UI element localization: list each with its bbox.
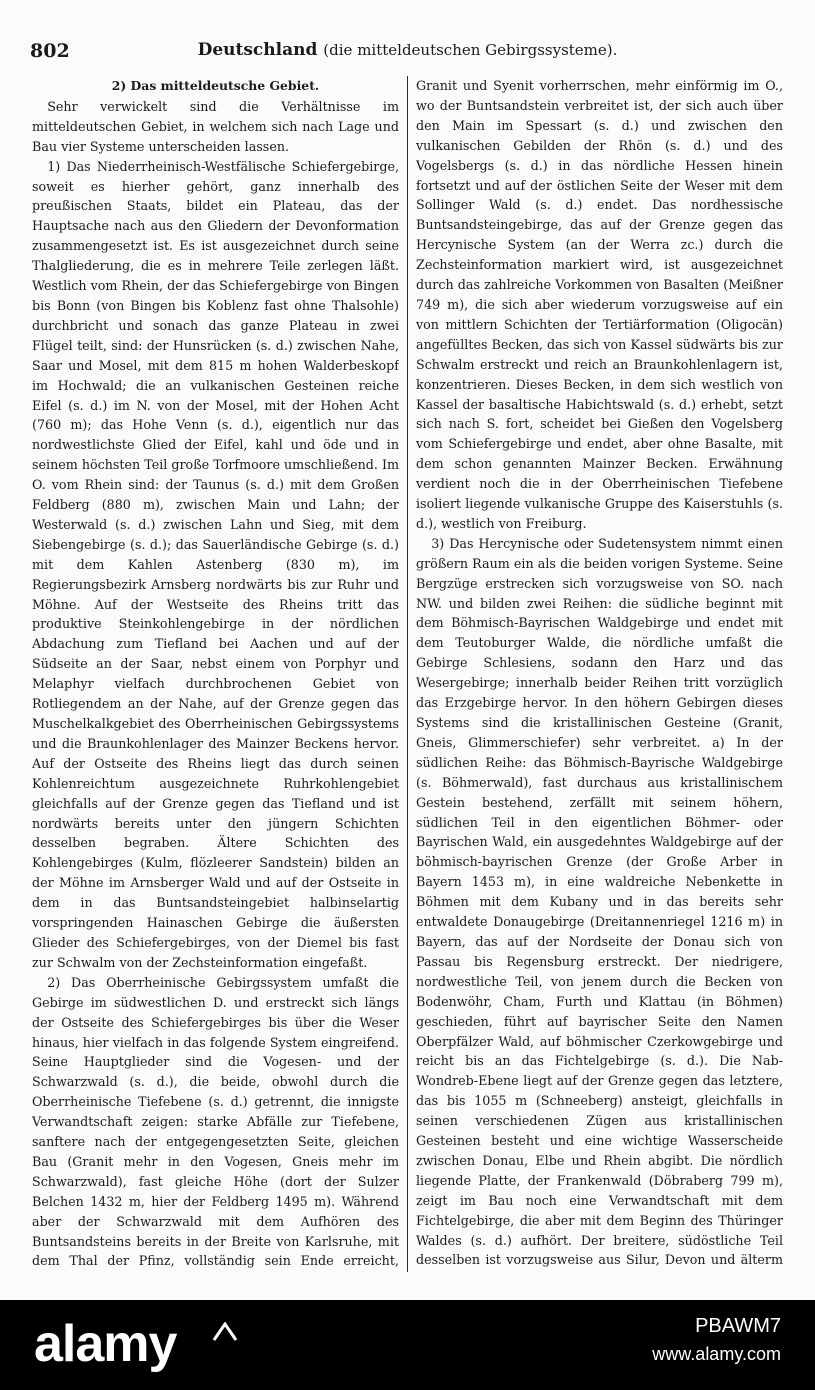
- running-head-subtitle: (die mitteldeutschen Gebirgssysteme).: [323, 41, 618, 59]
- image-id: PBAWM7: [695, 1315, 781, 1337]
- page-number: 802: [30, 40, 70, 62]
- paragraph-system-2: 2) Das Oberrheinische Gebirgssystem umfaßt die Gebirge im südwestlichen D. und erstreckt sich längs der Ostseite des Schiefergebirges bis über die Weser hinaus, hier vielfach in das folgende System eingreifend. Seine Hauptglieder sind die Vogesen- und der Schwarzwald (s. d.), die beide, obwohl durch die Oberrheinische Tiefebene (s. d.) getrennt, die innigste Verwandtschaft zeigen: starke Abfälle zur Tiefebene, sanftere nach der entgegengesetzten Seite, gleichen Bau (Granit mehr in den Vogesen, Gneis mehr im Schwarzwald), fast gleiche Höhe (dort der Sulzer Belchen 1432 m, hier der Feldberg 1495 m). Während aber der Schwarzwald mit dem Aufhören des Buntsandsteins bereits in der Breite von Karlsruhe, mit dem Thal der Pfinz, vollständig sein Ende erreicht,: [32, 974, 399, 1269]
- alamy-logo-mark-icon: [212, 1322, 238, 1342]
- column-divider: [407, 76, 408, 1272]
- right-column: [416, 76, 783, 1272]
- running-head-title: Deutschland: [197, 40, 318, 60]
- alamy-logo: alamy: [34, 1315, 177, 1373]
- running-head: [30, 40, 785, 60]
- paragraph-system-3: 3) Das Hercynische oder Sudetensystem nimmt einen größern Raum ein als die beiden vorigen Systeme. Seine Bergzüge erstrecken sich vorzugsweise von SO. nach NW. und bilden zwei Reihen: die südliche beginnt mit dem Böhmisch-Bayrischen Waldgebirge und endet mit dem Teutoburger Walde, die nördliche umfaßt die Gebirge Schlesiens, sodann den Harz und das Wesergebirge; innerhalb beider Reihen tritt vorzüglich das Erzgebirge hervor. In den höhern Gebirgen dieses Systems sind die kristallinischen Gesteine (Granit, Gneis, Glimmerschiefer) sehr verbreitet. a) In der südlichen Reihe: das Böhmisch-Bayrische Waldgebirge (s. Böhmerwald), fast durchaus aus kristallinischem Gestein bestehend, zerfällt mit seinem höhern, südlichen Teil in den eigentlichen Böhmer- oder Bayrischen Wald, ein ausgedehntes Waldgebirge auf der böhmisch-bayrischen Grenze (der Große Arber in Bayern 1453 m), in eine waldreiche Nebenkette in Böhmen mit dem Kubany und in das bereits sehr entwaldete Donaugebirge (Dreitannenriegel 1216 m) in Bayern, das auf der Nordseite der Donau sich von Passau bis Regensburg erstreckt. Der niedrigere, nordwestliche Teil, von jenem durch die Becken von Bodenwöhr, Cham, Furth und Klattau (in Böhmen) geschieden, führt auf bayrischer Seite den Namen Oberpfälzer Wald, auf böhmischer Czerkowgebirge und reicht bis an das Fichtelgebirge (s. d.). Die Nab-Wondreb-Ebene liegt auf der Grenze gegen das letztere, das bis 1055 m (Schneeberg) ansteigt, gleichfalls in seinen verschiedenen Zügen aus kristallinischen Gesteinen besteht und eine wichtige Wasserscheide zwischen Donau, Elbe und Rhein abgibt. Die nördlich liegende Platte, der Frankenwald (Döbraberg 799 m), zeigt im Bau noch eine Verwandtschaft mit dem Fichtelgebirge, die aber mit dem Beginn des Thüringer Waldes (s. d.) aufhört. Der breitere, südöstliche Teil desselben ist vorzugsweise aus Silur, Devon und älterm: [416, 535, 783, 1268]
- page-header: [30, 36, 785, 68]
- paragraph-continuation: Granit und Syenit vorherrschen, mehr einförmig im O., wo der Buntsandstein verbreitet ist, der sich auch über den Main im Spessart (s. d.) und zwischen den vulkanischen Gebilden der Rhön (s. d.) und des Vogelsbergs (s. d.) in das nördliche Hessen hinein fortsetzt und auf der östlichen Seite der Weser mit dem Sollinger Wald (s. d.) endet. Das nordhessische Buntsandsteingebirge, das auf der Grenze gegen das Hercynische System (an der Werra zc.) durch die Zechsteinformation markiert wird, ist ausgezeichnet durch das zahlreiche Vorkommen von Basalten (Meißner 749 m), die sich aber wiederum vorzugsweise auf ein von mittlern Schichten der Tertiärformation (Oligocän) angefülltes Becken, das sich von Kassel südwärts bis zur Schwalm erstreckt und reich an Braunkohlenlagern ist, konzentrieren. Dieses Becken, in dem sich westlich von Kassel der basaltische Habichtswald (s. d.) erhebt, setzt sich nach S. fort, scheidet bei Gießen den Vogelsberg vom Schiefergebirge und endet, aber ohne Basalte, mit dem schon genannten Mainzer Becken. Erwähnung verdient noch die in der Oberrheinischen Tiefebene isoliert liegende vulkanische Gruppe des Kaiserstuhls (s. d.), westlich von Freiburg.: [416, 78, 783, 531]
- paragraph-system-1: 1) Das Niederrheinisch-Westfälische Schiefergebirge, soweit es hierher gehört, ganz innerhalb des preußischen Staats, bildet ein Plateau, das der Hauptsache nach aus den Gliedern der Devonformation zusammengesetzt ist. Es ist ausgezeichnet durch seine Thalgliederung, die es in mehrere Teile zerlegen läßt. Westlich vom Rhein, der das Schiefergebirge von Bingen bis Bonn (von Bingen bis Koblenz fast ohne Thalsohle) durchbricht und sonach das ganze Plateau in zwei Flügel teilt, sind: der Hunsrücken (s. d.) zwischen Nahe, Saar und Mosel, mit dem 815 m hohen Walderbeskopf im Hochwald; die an vulkanischen Gesteinen reiche Eifel (s. d.) im N. von der Mosel, mit der Hohen Acht (760 m); das Hohe Venn (s. d.), eigentlich nur das nordwestlichste Glied der Eifel, kahl und öde und in seinem höchsten Teil große Torfmoore umschließend. Im O. vom Rhein sind: der Taunus (s. d.) mit dem Großen Feldberg (880 m), zwischen Main und Lahn; der Westerwald (s. d.) zwischen Lahn und Sieg, mit dem Siebengebirge (s. d.); das Sauerländische Gebirge (s. d.) mit dem Kahlen Astenberg (830 m), im Regierungsbezirk Arnsberg nordwärts bis zur Ruhr und Möhne. Auf der Westseite des Rheins tritt das produktive Steinkohlengebirge in der nördlichen Abdachung zum Tiefland bei Aachen und auf der Südseite an der Saar, nebst einem von Porphyr und Melaphyr vielfach durchbrochenen Gebiet von Rotliegendem an der Nahe, auf der Grenze gegen das Muschelkalkgebiet des Oberrheinischen Gebirgssystems und die Braunkohlenlager des Mainzer Beckens hervor. Auf der Ostseite des Rheins liegt das durch seinen Kohlenreichtum ausgezeichnete Ruhrkohlengebiet gleichfalls auf der Grenze gegen das Tiefland und ist nordwärts bereits unter den jüngern Schichten desselben begraben. Ältere Schichten des Kohlengebirges (Kulm, flözleerer Sandstein) bilden an der Möhne im Arnsberger Wald und auf der Ostseite in dem in das Buntsandsteingebiet halbinselartig vorspringenden Hainaschen Gebirge die äußersten Glieder des Schiefergebirges, von der Diemel bis fast zur Schwalm von der Zechsteinformation eingefaßt.: [32, 158, 399, 970]
- source-url: www.alamy.com: [652, 1344, 781, 1364]
- watermark-banner: [0, 1300, 815, 1390]
- section-title: 2) Das mitteldeutsche Gebiet.: [111, 78, 320, 93]
- left-column: [32, 76, 399, 1272]
- paragraph-intro: Sehr verwickelt sind die Verhältnisse im mitteldeutschen Gebiet, in welchem sich nach Lage und Bau vier Systeme unterscheiden lassen.: [32, 98, 399, 154]
